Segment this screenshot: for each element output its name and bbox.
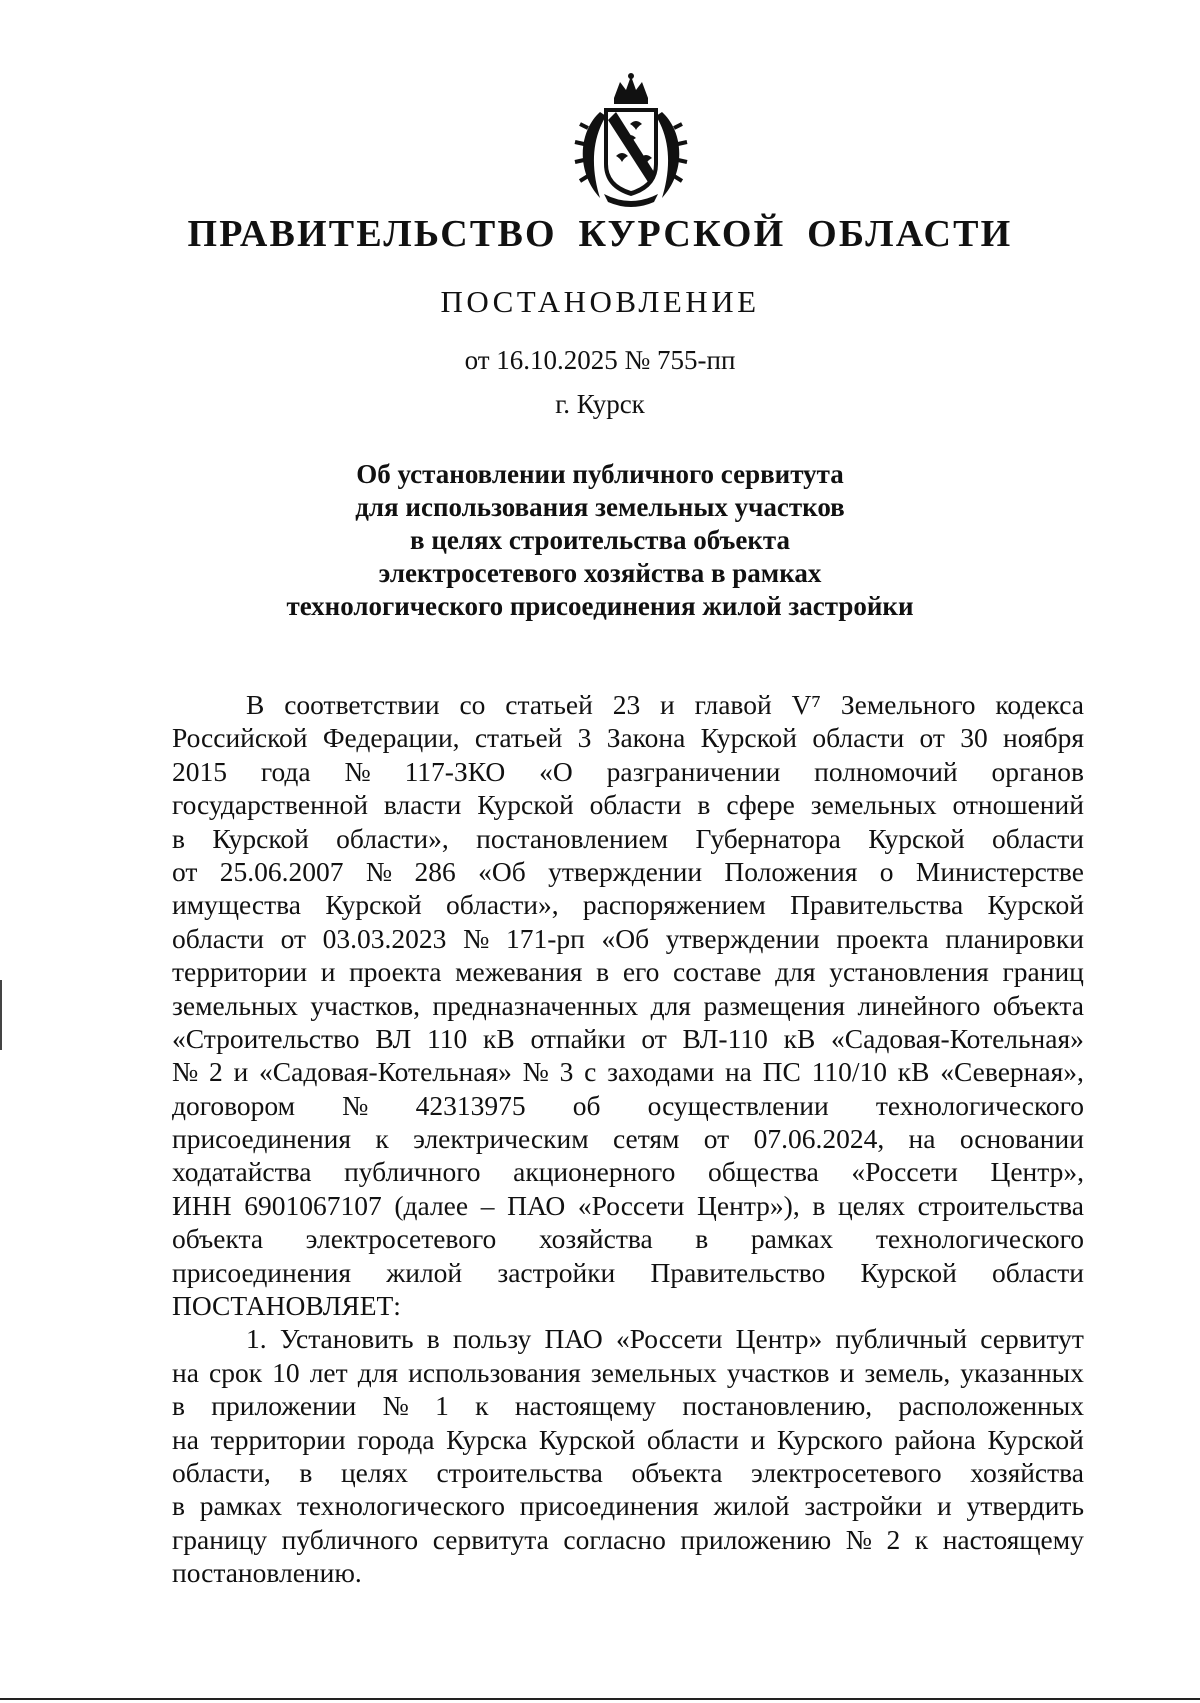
body-word: составе	[673, 956, 762, 988]
body-word: области	[992, 1256, 1084, 1288]
body-word: 30	[960, 722, 988, 754]
body-word: приложении	[211, 1390, 357, 1422]
body-word: статьей	[505, 689, 593, 720]
body-word: рамках	[199, 1490, 283, 1522]
body-line	[172, 855, 1084, 888]
body-word: земельных	[810, 789, 937, 821]
body-word: участков	[726, 1356, 830, 1388]
body-word: в	[172, 822, 185, 854]
document-body	[172, 688, 1084, 1590]
body-word: для	[775, 956, 816, 988]
body-word: Центр»	[735, 1323, 823, 1355]
body-word: отношений	[952, 789, 1084, 821]
body-word: 110	[427, 1022, 468, 1054]
body-word: объекта	[172, 1223, 264, 1255]
body-word: 1	[435, 1390, 449, 1422]
body-word: «Россети	[615, 1323, 723, 1355]
body-word: земель,	[864, 1356, 951, 1388]
body-word: застройки	[497, 1256, 616, 1288]
body-word: утвердить	[966, 1490, 1084, 1522]
subject-line: в целях строительства объекта	[410, 525, 790, 555]
body-word: и	[660, 689, 675, 720]
body-word: линейного	[857, 989, 981, 1021]
body-word: настоящему	[942, 1523, 1084, 1555]
body-word: года	[260, 755, 311, 787]
body-line	[172, 822, 1084, 855]
body-word: срок	[209, 1356, 263, 1388]
body-line: постановлению.	[172, 1557, 362, 1589]
body-word: области»,	[446, 889, 559, 921]
body-word: присоединения	[519, 1490, 699, 1522]
body-word: Губернатора	[695, 822, 841, 854]
body-word: 03.03.2023	[322, 922, 447, 954]
body-word: на	[172, 1356, 199, 1388]
body-word: застройки	[804, 1490, 923, 1522]
body-word: в	[426, 1323, 440, 1355]
body-word: Центр»,	[990, 1156, 1084, 1188]
body-word: с	[584, 1056, 597, 1088]
body-word: постановлению,	[682, 1390, 873, 1422]
body-word: и	[320, 956, 336, 988]
body-line	[172, 688, 1084, 721]
body-word: Курска	[446, 1423, 528, 1455]
subject-line: для использования земельных участков	[355, 492, 845, 522]
body-word: от	[703, 1123, 730, 1155]
subject-line: технологического присоединения жилой застройки	[286, 591, 914, 621]
scan-edge-mark	[0, 980, 2, 1050]
body-word: области	[172, 922, 264, 954]
body-word: 10	[272, 1356, 300, 1388]
body-word: 6901067107	[244, 1189, 382, 1221]
body-line	[172, 1423, 1084, 1456]
body-word: Земельного	[840, 689, 976, 720]
body-line	[172, 1089, 1084, 1122]
body-word: хозяйства	[538, 1223, 653, 1255]
body-word: границу	[172, 1523, 268, 1555]
body-word: Положения	[724, 855, 858, 887]
body-word: объекта	[992, 989, 1084, 1021]
subject-line: электросетевого хозяйства в рамках	[378, 558, 822, 588]
body-word: технологического	[875, 1223, 1084, 1255]
body-word: №	[522, 1056, 549, 1088]
body-word: 25.06.2007	[219, 855, 344, 887]
body-word: к	[475, 1390, 489, 1422]
body-word: «Садовая-Котельная»	[259, 1056, 512, 1088]
body-word: Курской	[860, 1256, 957, 1288]
body-line	[172, 788, 1084, 821]
body-word: 2	[886, 1523, 901, 1555]
body-word: Курской	[987, 1423, 1084, 1455]
body-word: на	[172, 1423, 199, 1455]
body-word: №	[342, 1089, 369, 1121]
document-subject	[0, 458, 1200, 623]
body-word: ПС	[762, 1056, 801, 1088]
body-word: 110/10	[811, 1056, 888, 1088]
body-word: Федерации,	[322, 722, 460, 754]
body-word: размещения	[703, 989, 845, 1021]
body-word: «Россети	[577, 1189, 685, 1221]
body-line	[172, 955, 1084, 988]
body-line	[172, 989, 1084, 1022]
body-word: кВ	[483, 1022, 515, 1054]
body-word: Министерстве	[915, 855, 1084, 887]
body-word: Установить	[279, 1323, 414, 1355]
body-word: Курской	[700, 722, 798, 754]
body-word: границ	[1002, 956, 1084, 988]
body-word: строительства	[917, 1189, 1084, 1221]
coat-of-arms-icon	[570, 72, 692, 208]
body-word: для	[357, 1356, 399, 1388]
body-word: расположенных	[898, 1390, 1084, 1422]
body-word: 286	[414, 855, 456, 887]
body-word: в	[172, 1390, 185, 1422]
body-word: в	[695, 1223, 709, 1255]
body-word: 23	[612, 689, 641, 720]
body-word: целях	[837, 1189, 905, 1221]
body-word: от	[172, 855, 198, 887]
body-word: –	[480, 1189, 495, 1221]
body-word: кВ	[897, 1056, 930, 1088]
body-line	[172, 922, 1084, 955]
body-word: присоединения	[172, 1256, 352, 1288]
body-word: ноября	[1003, 722, 1084, 754]
body-word: в	[299, 1456, 313, 1488]
body-line	[172, 1523, 1084, 1556]
body-word: Курской	[325, 889, 422, 921]
body-word: №	[172, 1056, 199, 1088]
body-word: к	[375, 1123, 389, 1155]
body-word: на	[908, 1123, 936, 1155]
body-word: электросетевого	[305, 1223, 497, 1255]
body-word: и	[937, 1490, 952, 1522]
body-word: в	[812, 1189, 826, 1221]
body-word: 42313975	[415, 1089, 526, 1121]
body-word: ПАО	[544, 1323, 603, 1355]
body-word: технологического	[296, 1490, 505, 1522]
body-word: на	[724, 1056, 752, 1088]
body-word: «Россети	[851, 1156, 958, 1188]
body-word: Курского	[776, 1423, 883, 1455]
body-word: государственной	[172, 789, 368, 821]
body-word: кодекса	[995, 689, 1084, 720]
body-word: 2015	[172, 755, 227, 787]
body-word: полномочий	[814, 755, 958, 787]
body-word: публичного	[344, 1156, 481, 1188]
body-word: статьей	[474, 722, 563, 754]
body-word: области»,	[336, 822, 449, 854]
body-word: объекта	[631, 1456, 723, 1488]
body-word: сервитута	[432, 1523, 549, 1555]
body-line	[172, 1322, 1084, 1355]
body-word: об	[572, 1089, 601, 1121]
body-word: «Об	[478, 855, 526, 887]
body-word: «Строительство	[172, 1022, 360, 1054]
body-word: ИНН	[172, 1189, 232, 1221]
body-word: для	[650, 989, 691, 1021]
body-word: Правительства	[790, 889, 964, 921]
body-line	[172, 888, 1084, 921]
body-word: и	[233, 1056, 249, 1088]
body-word: Правительство	[650, 1256, 826, 1288]
body-word: присоединения	[172, 1123, 352, 1155]
body-word: ходатайства	[172, 1156, 312, 1188]
government-title: ПРАВИТЕЛЬСТВО КУРСКОЙ ОБЛАСТИ	[187, 213, 1013, 255]
body-word: и	[839, 1356, 855, 1388]
body-word: его	[622, 956, 660, 988]
body-word: области,	[172, 1456, 271, 1488]
document-type: ПОСТАНОВЛЕНИЕ	[440, 284, 760, 319]
body-word: жилой	[386, 1256, 463, 1288]
body-word: отпайки	[530, 1022, 626, 1054]
body-word: утверждении	[665, 922, 820, 954]
body-word: кВ	[783, 1022, 816, 1054]
body-word: №	[344, 755, 371, 787]
body-line	[172, 1489, 1084, 1522]
body-word: в	[596, 956, 610, 988]
body-word: договором	[172, 1089, 296, 1121]
body-word: со	[459, 689, 486, 720]
body-word: земельных	[590, 1356, 717, 1388]
body-word: межевания	[455, 956, 583, 988]
body-word: проекта	[349, 956, 442, 988]
body-line: ПОСТАНОВЛЯЕТ:	[172, 1290, 401, 1322]
body-word: распоряжением	[582, 889, 766, 921]
body-word: пользу	[452, 1323, 532, 1355]
body-word: №	[845, 1523, 872, 1555]
body-word: установления	[829, 956, 989, 988]
body-word: 3	[577, 722, 592, 754]
body-word: приложению	[680, 1523, 832, 1555]
body-word: Курской	[212, 822, 309, 854]
body-word: разграничении	[606, 755, 781, 787]
body-word: района	[894, 1423, 976, 1455]
body-word: территории	[210, 1423, 346, 1455]
body-word: целях	[340, 1456, 408, 1488]
body-word: территории	[172, 956, 308, 988]
body-word: сфере	[726, 789, 795, 821]
body-word: 07.06.2024,	[753, 1123, 885, 1155]
body-word: участков,	[310, 989, 420, 1021]
body-word: настоящему	[514, 1390, 657, 1422]
body-line	[172, 1155, 1084, 1188]
body-word: акционерного	[513, 1156, 676, 1188]
body-word: Центр»),	[697, 1189, 800, 1221]
body-word: о	[879, 855, 894, 887]
body-word: заходами	[607, 1056, 715, 1088]
body-word: «О	[539, 755, 573, 787]
body-word: электрическим	[413, 1123, 589, 1155]
body-word: сетям	[612, 1123, 680, 1155]
body-word: технологического	[875, 1089, 1084, 1121]
body-word: №	[365, 855, 393, 887]
body-word: утверждении	[548, 855, 703, 887]
body-word: указанных	[960, 1356, 1084, 1388]
body-word: области	[992, 822, 1084, 854]
body-word: в	[172, 1490, 185, 1522]
body-word: 117-ЗКО	[404, 755, 506, 787]
body-word: ВЛ	[375, 1022, 412, 1054]
body-word: хозяйства	[970, 1456, 1084, 1488]
body-word: лет	[309, 1356, 348, 1388]
body-word: предназначенных	[432, 989, 639, 1021]
body-word: №	[463, 922, 490, 954]
body-word: области	[646, 1423, 739, 1455]
body-word: осуществлении	[647, 1089, 829, 1121]
body-word: соответствии	[284, 689, 440, 720]
body-line	[172, 1256, 1084, 1289]
body-line	[172, 1222, 1084, 1255]
body-line	[172, 1055, 1084, 1088]
body-line	[172, 1122, 1084, 1155]
body-word: планировки	[945, 922, 1084, 954]
body-word: Курской	[868, 822, 965, 854]
body-word: V⁷	[791, 689, 822, 720]
body-word: власти	[383, 789, 462, 821]
body-word: ВЛ-110	[682, 1022, 768, 1054]
body-line	[172, 1456, 1084, 1489]
body-word: сервитут	[980, 1323, 1084, 1355]
body-word: органов	[991, 755, 1084, 787]
body-word: №	[382, 1390, 409, 1422]
body-word: общества	[707, 1156, 819, 1188]
body-word: постановлением	[476, 822, 669, 854]
body-word: от	[280, 922, 306, 954]
body-word: от	[919, 722, 945, 754]
body-word: имущества	[172, 889, 301, 921]
body-line	[172, 1389, 1084, 1422]
body-word: жилой	[713, 1490, 790, 1522]
body-word: Российской	[172, 722, 308, 754]
body-word: и	[750, 1423, 766, 1455]
body-word: В	[246, 689, 265, 720]
body-word: «Об	[601, 922, 650, 954]
body-word: электросетевого	[751, 1456, 942, 1488]
body-line	[172, 1189, 1084, 1222]
body-word: проекта	[836, 922, 929, 954]
body-word: Курской	[538, 1423, 636, 1455]
document-city: г. Курск	[555, 389, 645, 419]
body-word: основании	[959, 1123, 1084, 1155]
body-word: «Садовая-Котельная»	[831, 1022, 1084, 1054]
body-word: к	[914, 1523, 929, 1555]
body-word: строительства	[436, 1456, 603, 1488]
body-line	[172, 1356, 1084, 1389]
body-word: 1.	[246, 1323, 267, 1355]
body-word: 3	[559, 1056, 574, 1088]
body-word: главой	[694, 689, 772, 720]
body-line	[172, 1022, 1084, 1055]
body-word: Закона	[606, 722, 686, 754]
page-bottom-rule	[0, 1698, 1200, 1700]
body-word: Курской	[987, 889, 1084, 921]
body-word: согласно	[563, 1523, 666, 1555]
body-word: «Северная»,	[940, 1056, 1084, 1088]
body-word: в	[697, 789, 711, 821]
body-word: области	[812, 722, 905, 754]
body-word: (далее	[394, 1189, 469, 1221]
body-word: Курской	[477, 789, 574, 821]
body-word: использования	[408, 1356, 581, 1388]
body-line	[172, 755, 1084, 788]
body-word: города	[357, 1423, 435, 1455]
body-word: земельных	[172, 989, 298, 1021]
body-word: области	[589, 789, 682, 821]
body-word: ПАО	[507, 1189, 566, 1221]
body-word: 2	[209, 1056, 223, 1088]
body-word: публичного	[281, 1523, 419, 1555]
body-word: рамках	[750, 1223, 834, 1255]
body-word: публичный	[835, 1323, 968, 1355]
document-date-number: от 16.10.2025 № 755-пп	[464, 345, 736, 375]
body-line	[172, 721, 1084, 754]
body-word: 171-рп	[505, 922, 585, 954]
subject-line: Об установлении публичного сервитута	[356, 459, 844, 489]
body-word: от	[641, 1022, 667, 1054]
